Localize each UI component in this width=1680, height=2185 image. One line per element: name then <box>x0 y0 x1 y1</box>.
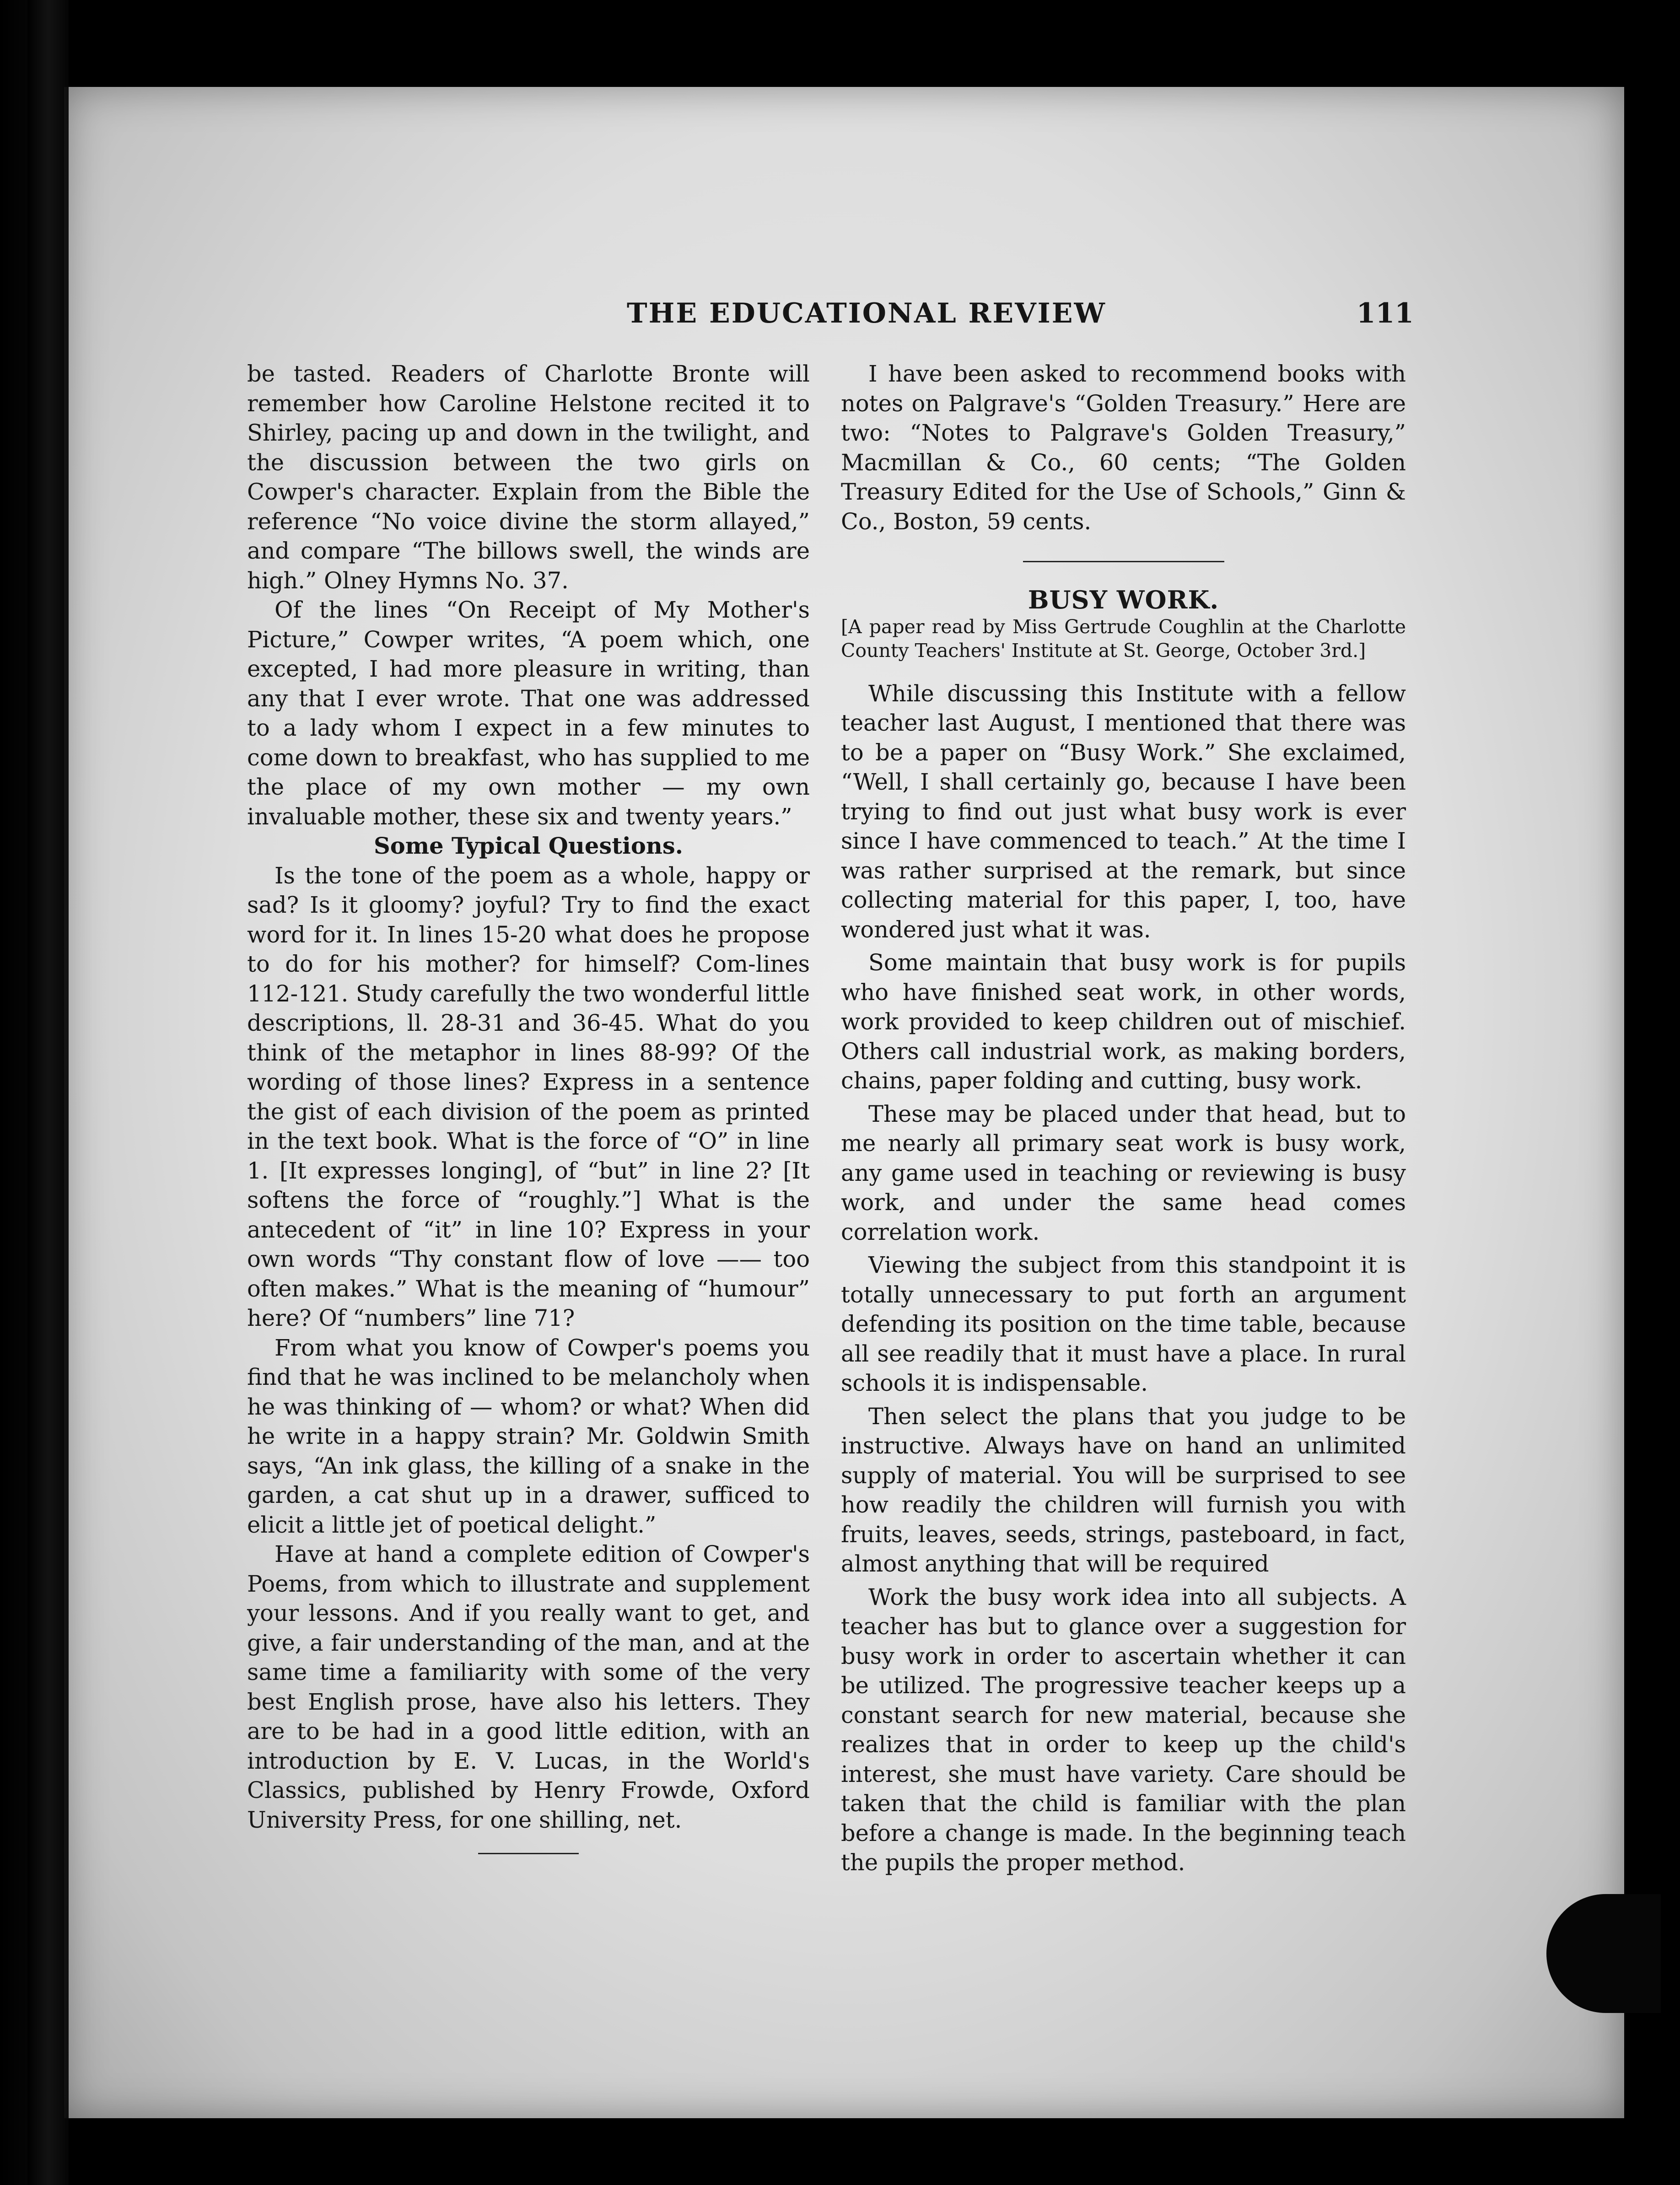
left-paragraph-1: be tasted. Readers of Charlotte Bronte will remember how Caroline Helstone recited it to Shirley, pacing up and down in the twilight, and the discussion between the two girls on Cowper's character. Explain from the Bible the reference “No voice divine the storm allayed,” and compare “The billows swell, the winds are high.” Olney Hymns No. 37. <box>247 361 810 594</box>
editorial-note: [A paper read by Miss Gertrude Coughlin at the Charlotte County Teachers' Institute at St. George, October 3rd.] <box>841 615 1406 662</box>
journal-title: THE EDUCATIONAL REVIEW <box>627 297 1106 329</box>
section-title-busy-work: BUSY WORK. <box>1028 585 1219 614</box>
subheading-typical-questions: Some Typical Questions. <box>374 833 683 859</box>
left-column <box>247 359 810 1877</box>
left-paragraph-4: From what you know of Cowper's poems you find that he was inclined to be melancholy when he was thinking of — whom? or what? When did he write in a happy strain? Mr. Goldwin Smith says, “An ink glass, the killing of a snake in the garden, a cat shut up in a drawer, sufficed to elicit a little jet of poetical delight.” <box>247 1334 810 1538</box>
binding-shadow <box>27 0 69 2185</box>
left-paragraph-5: Have at hand a complete edition of Cowper's Poems, from which to illustrate and supplement your lessons. And if you really want to get, and give, a fair understanding of the man, and at the same time a familiarity with some of the very best English prose, have also his letters. They are to be had in a good little edition, with an introduction by E. V. Lucas, in the World's Classics, published by Henry Frowde, Oxford University Press, for one shilling, net. <box>247 1541 810 1833</box>
right-column <box>841 359 1406 1878</box>
right-paragraph-5: Viewing the subject from this standpoint it is totally unnecessary to put forth an argument defending its position on the time table, because all see readily that it must have a place. In rural schools it is indispensable. <box>841 1252 1406 1396</box>
right-paragraph-7: Work the busy work idea into all subjects. A teacher has but to glance over a suggestion for busy work in order to ascertain whether it can be utilized. The progressive teacher keeps up a constant search for new material, because she realizes that in order to keep up the child's interest, she must have variety. Care should be taken that the child is familiar with the plan before a change is made. In the beginning teach the pupils the proper method. <box>841 1583 1406 1876</box>
left-paragraph-3: Is the tone of the poem as a whole, happy or sad? Is it gloomy? joyful? Try to find the exact word for it. In lines 15-20 what does he propose to do for his mother? for himself? Com-lines 112-121. Study carefully the two wonderful little descriptions, ll. 28-31 and 36-45. What do you think of the metaphor in lines 88-99? Of the wording of those lines? Express in a sentence the gist of each division of the poem as printed in the text book. What is the force of “O” in line 1. [It expresses longing], of “but” in line 2? [It softens the force of “roughly.”] What is the antecedent of “it” in line 10? Express in your own words “Thy constant flow of love —— too often makes.” What is the meaning of “humour” here? Of “numbers” line 71? <box>247 862 810 1331</box>
left-paragraph-2: Of the lines “On Receipt of My Mother's Picture,” Cowper writes, “A poem which, one excepted, I had more pleasure in writing, than any that I ever wrote. That one was addressed to a lady whom I expect in a few minutes to come down to breakfast, who has supplied to me the place of my own mother — my own invaluable mother, these six and twenty years.” <box>247 597 810 830</box>
running-header <box>178 297 1414 348</box>
right-paragraph-4: These may be placed under that head, but to me nearly all primary seat work is busy work, any game used in teaching or reviewing is busy work, and under the same head comes correlation work. <box>841 1100 1406 1245</box>
right-paragraph-2: While discussing this Institute with a fellow teacher last August, I mentioned that there was to be a paper on “Busy Work.” She exclaimed, “Well, I shall certainly go, because I have been trying to find out just what busy work is ever since I have commenced to teach.” At the time I was rather surprised at the remark, but since collecting material for this paper, I, too, have wondered just what it was. <box>841 680 1406 943</box>
right-paragraph-1: I have been asked to recommend books with notes on Palgrave's “Golden Treasury.” Here are two: “Notes to Palgrave's Golden Treasury,” Macmillan & Co., 60 cents; “The Golden Treasury Edited for the Use of Schools,” Ginn & Co., Boston, 59 cents. <box>841 361 1406 535</box>
section-divider <box>1023 561 1224 562</box>
right-paragraph-3: Some maintain that busy work is for pupils who have finished seat work, in other words, work provided to keep children out of mischief. Others call industrial work, as making borders, chains, paper folding and cutting, busy work. <box>841 949 1406 1094</box>
right-paragraph-6: Then select the plans that you judge to be instructive. Always have on hand an unlimited supply of material. You will be surprised to see how readily the children will furnish you with fruits, leaves, seeds, strings, pasteboard, in fact, almost anything that will be required <box>841 1403 1406 1577</box>
scan-thumb-shadow <box>1546 1894 1661 2013</box>
end-rule <box>478 1853 579 1854</box>
page-number: 111 <box>1356 297 1414 329</box>
